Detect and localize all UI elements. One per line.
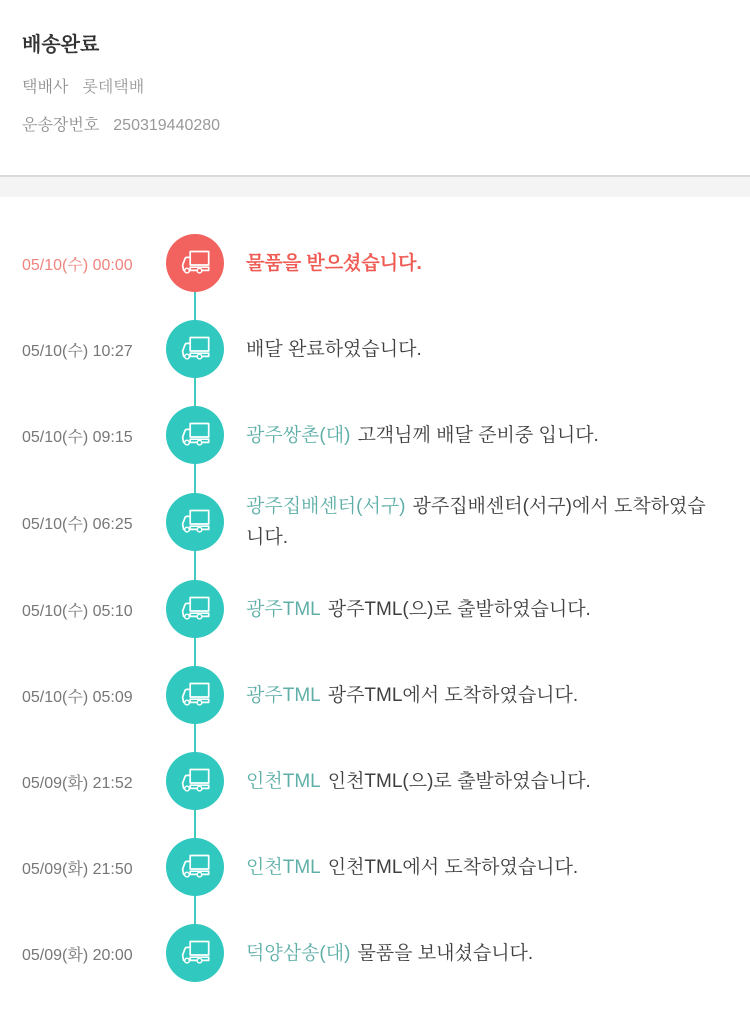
event-description xyxy=(246,766,750,797)
event-datetime: 05/10(수) 05:10 xyxy=(22,602,133,620)
timeline-event xyxy=(22,751,750,811)
event-description xyxy=(246,852,750,883)
event-location: 광주집배센터(서구) xyxy=(246,496,406,517)
event-description xyxy=(246,420,750,451)
event-datetime: 05/09(화) 20:00 xyxy=(22,946,133,964)
tracking-number: 250319440280 xyxy=(113,117,221,134)
event-message: 광주TML에서 도착하였습니다. xyxy=(327,684,579,706)
tracking-number-label: 운송장번호 xyxy=(22,117,100,134)
event-location: 광주TML xyxy=(246,598,321,620)
section-divider xyxy=(0,175,750,197)
truck-icon xyxy=(166,234,224,292)
timeline-event xyxy=(22,405,750,465)
delivery-status-title: 배송완료 xyxy=(22,34,100,56)
event-datetime: 05/09(화) 21:52 xyxy=(22,774,133,792)
event-description xyxy=(246,248,750,279)
event-message: 물품을 받으셨습니다. xyxy=(246,252,422,274)
event-datetime: 05/10(수) 06:25 xyxy=(22,515,133,533)
event-message: 인천TML에서 도착하였습니다. xyxy=(327,856,579,878)
timeline-event xyxy=(22,579,750,639)
courier-label: 택배사 xyxy=(22,79,69,96)
truck-icon xyxy=(166,752,224,810)
shipment-header xyxy=(0,0,750,175)
truck-icon xyxy=(166,666,224,724)
event-message: 배달 완료하였습니다. xyxy=(246,338,422,360)
courier-name: 롯데택배 xyxy=(82,79,145,96)
truck-icon xyxy=(166,493,224,551)
tracking-timeline xyxy=(0,197,750,1023)
event-datetime: 05/09(화) 21:50 xyxy=(22,860,133,878)
event-description xyxy=(246,680,750,711)
courier-row xyxy=(22,75,728,100)
event-message: 광주TML(으)로 출발하였습니다. xyxy=(327,598,591,620)
event-description xyxy=(246,491,750,553)
event-message: 고객님께 배달 준비중 입니다. xyxy=(357,424,599,446)
event-message: 물품을 보내셨습니다. xyxy=(357,942,534,964)
timeline-event xyxy=(22,319,750,379)
truck-icon xyxy=(166,406,224,464)
event-description xyxy=(246,594,750,625)
event-description xyxy=(246,938,750,969)
tracking-number-row xyxy=(22,113,728,138)
event-message: 인천TML(으)로 출발하였습니다. xyxy=(327,770,591,792)
truck-icon xyxy=(166,924,224,982)
timeline-event xyxy=(22,491,750,553)
event-location: 인천TML xyxy=(246,856,321,878)
truck-icon xyxy=(166,320,224,378)
event-location: 덕양삼송(대) xyxy=(246,942,351,964)
truck-icon xyxy=(166,838,224,896)
event-location: 광주TML xyxy=(246,684,321,706)
event-description xyxy=(246,334,750,365)
event-datetime: 05/10(수) 00:00 xyxy=(22,256,133,274)
timeline-event-sent xyxy=(22,923,750,983)
timeline-event xyxy=(22,837,750,897)
timeline-event xyxy=(22,665,750,725)
event-datetime: 05/10(수) 05:09 xyxy=(22,688,133,706)
event-datetime: 05/10(수) 09:15 xyxy=(22,428,133,446)
event-location: 광주쌍촌(대) xyxy=(246,424,351,446)
timeline-event-received xyxy=(22,233,750,293)
event-location: 인천TML xyxy=(246,770,321,792)
truck-icon xyxy=(166,580,224,638)
event-datetime: 05/10(수) 10:27 xyxy=(22,342,133,360)
event-message: 광주집배센터(서구)에서 도착하였습니다. xyxy=(246,496,706,548)
